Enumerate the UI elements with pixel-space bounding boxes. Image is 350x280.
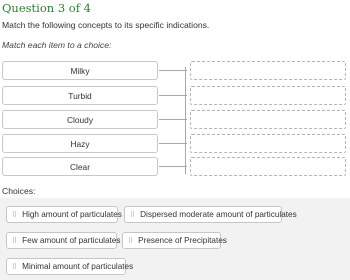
concept-item: Cloudy [2, 110, 158, 129]
instruction-text: Match the following concepts to its specific indications. [2, 20, 210, 30]
answer-drop-zone[interactable] [190, 157, 346, 176]
choice-label: Presence of Precipitates [138, 236, 227, 245]
choice-chip[interactable] [122, 232, 227, 249]
drag-handle-icon: ⠿ [130, 211, 135, 219]
concept-item: Hazy [2, 134, 158, 153]
drag-handle-icon: ⠿ [128, 237, 133, 245]
drag-handle-icon: ⠿ [12, 237, 17, 245]
choice-label: Dispersed moderate amount of particulates [140, 210, 297, 219]
choice-label: High amount of particulates [22, 210, 122, 219]
match-row [2, 110, 346, 129]
match-row [2, 86, 346, 105]
match-row [2, 61, 346, 80]
connector-line [159, 166, 187, 167]
choice-chip[interactable] [6, 258, 134, 275]
answer-drop-zone[interactable] [190, 110, 346, 129]
choice-chip[interactable] [6, 232, 121, 249]
connector-line [159, 70, 187, 71]
choice-chip[interactable] [124, 206, 297, 223]
match-row [2, 134, 346, 153]
concept-item: Turbid [2, 86, 158, 105]
match-row [2, 157, 346, 176]
connector-line [159, 95, 187, 96]
question-title: Question 3 of 4 [2, 1, 91, 15]
answer-drop-zone[interactable] [190, 86, 346, 105]
answer-drop-zone[interactable] [190, 134, 346, 153]
sub-instruction-text: Match each item to a choice: [2, 40, 112, 50]
drag-handle-icon: ⠿ [12, 263, 17, 271]
concept-item: Milky [2, 61, 158, 80]
choice-label: Minimal amount of particulates [22, 262, 134, 271]
concept-item: Clear [2, 157, 158, 176]
connector-line [159, 119, 187, 120]
drag-handle-icon: ⠿ [12, 211, 17, 219]
choice-chip[interactable] [6, 206, 122, 223]
connector-line [159, 143, 187, 144]
choices-panel [0, 198, 350, 280]
answer-drop-zone[interactable] [190, 61, 346, 80]
choices-label: Choices: [2, 186, 36, 196]
choice-label: Few amount of particulates [22, 236, 121, 245]
